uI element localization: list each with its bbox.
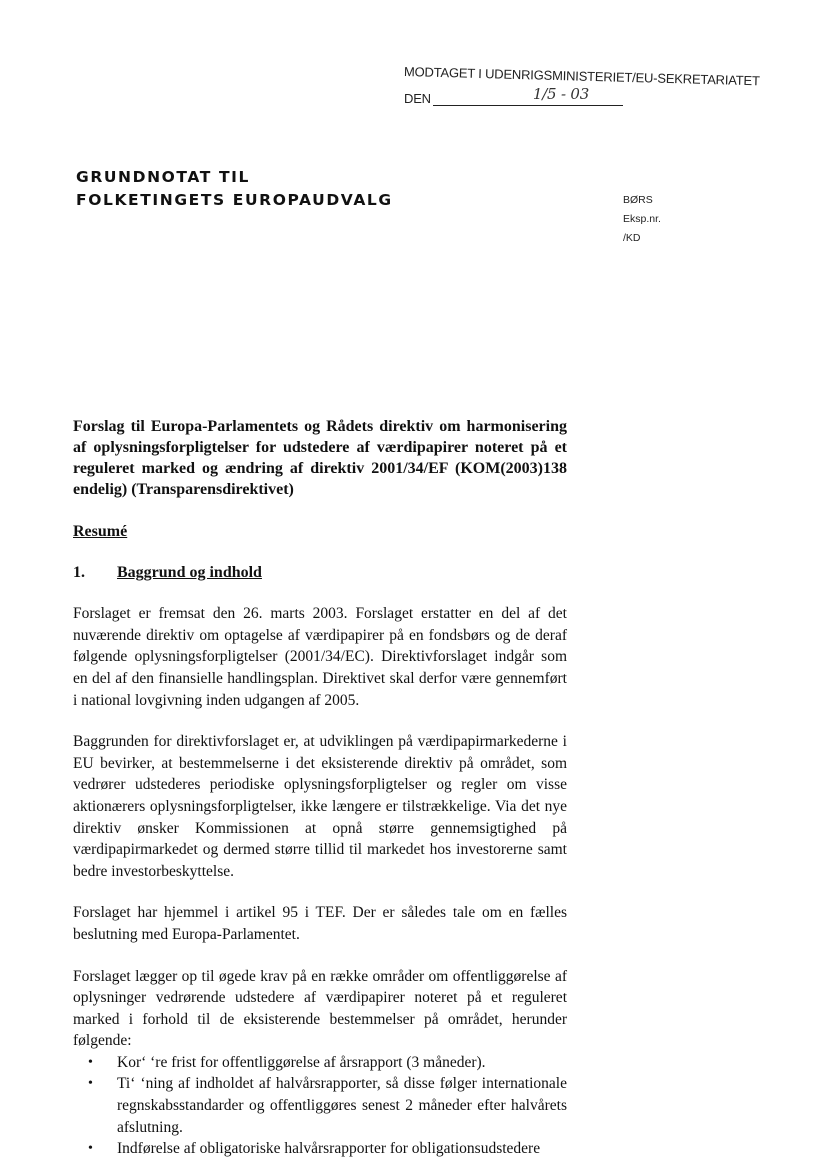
document-body	[73, 416, 567, 1160]
stamp-date-rule	[433, 85, 623, 106]
stamp-received-text: MODTAGET I UDENRIGSMINISTERIET/EU-SEKRETARIATET	[403, 64, 760, 89]
bullet-dot: •	[88, 1076, 93, 1092]
section-heading	[73, 562, 567, 584]
received-stamp	[404, 64, 764, 106]
bullet-item	[73, 1138, 567, 1160]
stamp-date-line	[404, 85, 764, 106]
paragraph: Forslaget lægger op til øgede krav på en række områder om offentliggørelse af oplysninger vedrørende udstedere af værdipapirer noteret på et reguleret marked i forhold til de eksisterende bestemmelser på området, herunder følgende:	[73, 967, 567, 1050]
document-title-line2: FOLKETINGETS EUROPAUDVALG	[76, 191, 393, 209]
bullet-text: Kor‘ ‘re frist for offentliggørelse af årsrapport (3 måneder).	[117, 1053, 486, 1071]
paragraph: Forslaget har hjemmel i artikel 95 i TEF. Der er således tale om en fælles beslutning med Europa-Parlamentet.	[73, 904, 567, 943]
paragraph: Baggrunden for direktivforslaget er, at udviklingen på værdipapirmarkederne i EU bevirker, at bestemmelserne i det eksisterende direktiv på området, som vedrører udstederes periodiske oplysningsforpligtelser og regler om visse aktionærers oplysningsforpligtelser, ikke længere er tilstrækkelige. Via det nye direktiv ønsker Kommissionen at opnå større gennemsigtighed på værdipapirmarkedet og dermed større tillid til markedet hos investorerne samt bedre investorbeskyttelse.	[73, 733, 567, 880]
proposal-title: Forslag til Europa-Parlamentets og Rådets direktiv om harmonisering af oplysningsforpligtelser for udstedere af værdipapirer noteret på et reguleret marked og ændring af direktiv 2001/34/EF (KOM(2003)138 endelig) (Transparensdirektivet)	[73, 418, 567, 498]
bullet-text: Ti‘ ‘ning af indholdet af halvårsrapporter, så disse følger internationale regnskabsstandarder og offentliggøres senest 2 måneder efter halvårets afslutning.	[117, 1075, 567, 1136]
document-title	[76, 166, 393, 212]
bullet-dot: •	[88, 1141, 93, 1157]
resume-heading: Resumé	[73, 523, 128, 540]
section-number: 1.	[73, 563, 85, 581]
paragraph: Forslaget er fremsat den 26. marts 2003. Forslaget erstatter en del af det nuværende direktiv om optagelse af værdipapirer på en fondsbørs og de deraf følgende oplysningsforpligtelser (2001/34/EC). Direktivforslaget indgår som en del af den finansielle handlingsplan. Direktivet skal derfor være gennemført i national lovgivning inden udgangen af 2005.	[73, 605, 567, 709]
stamp-den-label: DEN	[404, 91, 431, 106]
bullet-item	[73, 1052, 567, 1074]
reference-meta	[623, 191, 661, 248]
stamp-handwritten-date: 1/5 - 03	[532, 85, 590, 103]
meta-case-number: Eksp.nr.	[623, 213, 661, 225]
document-title-line1: GRUNDNOTAT TIL	[76, 168, 250, 186]
bullet-item	[73, 1073, 567, 1138]
bullet-text: Indførelse af obligatoriske halvårsrapporter for obligationsudstedere	[117, 1140, 541, 1158]
meta-department: BØRS	[623, 194, 653, 206]
bullet-list	[73, 1052, 567, 1160]
bullet-dot: •	[88, 1054, 93, 1070]
meta-initials: /KD	[623, 232, 641, 244]
section-title: Baggrund og indhold	[117, 563, 262, 581]
